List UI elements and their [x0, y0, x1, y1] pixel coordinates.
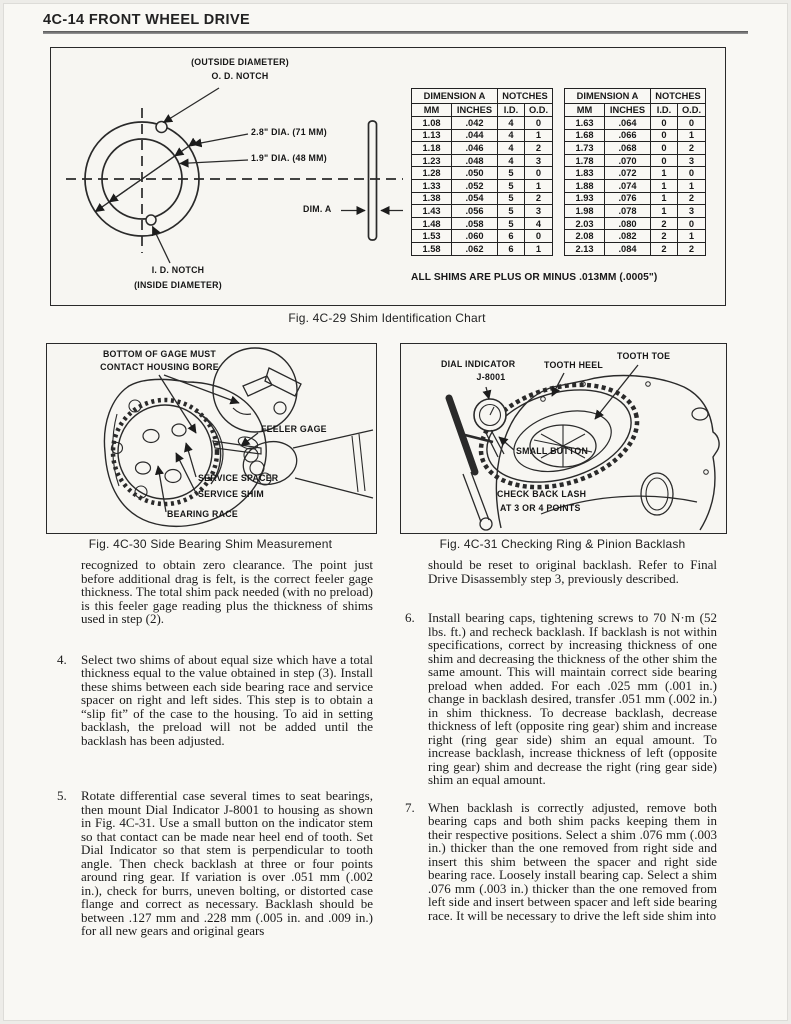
table-row: [412, 179, 553, 192]
table-row: [412, 142, 553, 155]
table-cell: .056: [452, 205, 498, 218]
service-spacer-label: SERVICE SPACER: [198, 473, 279, 483]
table-row: [565, 129, 706, 142]
table-cell: 1: [651, 179, 678, 192]
table-cell: 1.63: [565, 117, 605, 130]
table-cell: 5: [498, 192, 525, 205]
paragraph-text: Install bearing caps, tightening screws to 70 N·m (52 lbs. ft.) and recheck backlash. If backlash is not within specifications, correct by increasing thickness of one shim and decreasing the thickness of the other shim the same amount. This will maintain correct side bearing preload when added. For each .025 mm (.001 in.) change in backlash desired, transfer .051 mm (.002 in.) in shim thickness. To decrease backlash, decrease thickness of left (opposite ring gear) shim and increase right (ring gear side) shim an equal amount. To increase backlash, increase thickness of left (opposite ring gear) shim and decrease the right (ring gear side) shim an equal amount.: [428, 610, 717, 787]
table-cell: 1.18: [412, 142, 452, 155]
table-cell: 1.33: [412, 179, 452, 192]
inner-diameter-dimension: 1.9" DIA. (48 MM): [251, 153, 327, 163]
table-cell: .066: [605, 129, 651, 142]
right-text-column: [405, 558, 717, 922]
step-6: [405, 611, 717, 787]
dial-indicator-label: DIAL INDICATOR: [441, 359, 516, 369]
paragraph-continuation: [405, 558, 717, 585]
table-cell: .070: [605, 154, 651, 167]
table-cell: .048: [452, 154, 498, 167]
table-row: [412, 167, 553, 180]
table-cell: 2: [678, 242, 706, 255]
table-row: [412, 242, 553, 255]
table-cell: 1: [651, 205, 678, 218]
table-cell: 1: [678, 129, 706, 142]
paragraph-text: Rotate differential case several times to seat bearings, then mount Dial Indicator J-8001 to housing as shown in Fig. 4C-31. Use a small button on the indicator stem so that contact can be made near heel end of tooth. Set Dial Indicator so that stem is perpendicular to tooth angle. Then check backlash at three or four points around ring gear. If variation is over .051 mm (.002 in.), check for burrs, uneven bolting, or distorted case flange and correct as necessary. Backlash should be between .127 mm and .228 mm (.005 in. and .009 in.) for all new gears and original gears: [81, 788, 373, 938]
col-id: I.D.: [651, 104, 678, 117]
shim-measurement-drawing: [47, 344, 376, 533]
table-cell: .050: [452, 167, 498, 180]
gage-contact-note-line1: BOTTOM OF GAGE MUST: [102, 349, 217, 359]
gage-contact-note-line2: CONTACT HOUSING BORE: [100, 362, 219, 372]
table-cell: 0: [651, 129, 678, 142]
table-cell: .060: [452, 230, 498, 243]
table-cell: 5: [498, 205, 525, 218]
table-cell: 1: [525, 129, 553, 142]
dim-a-label: DIM. A: [303, 204, 332, 214]
small-button-label: SMALL BUTTON: [516, 446, 589, 456]
col-id: I.D.: [498, 104, 525, 117]
tooth-toe-label: TOOTH TOE: [617, 351, 671, 361]
table-cell: .052: [452, 179, 498, 192]
table-cell: 0: [525, 230, 553, 243]
table-cell: .044: [452, 129, 498, 142]
table-cell: 2.03: [565, 217, 605, 230]
table-cell: 1.83: [565, 167, 605, 180]
table-cell: 2: [678, 142, 706, 155]
col-mm: MM: [412, 104, 452, 117]
table-row: [565, 217, 706, 230]
step-7: [405, 801, 717, 923]
table-cell: 1: [678, 179, 706, 192]
table-cell: 1: [525, 179, 553, 192]
table-cell: 1.28: [412, 167, 452, 180]
paragraph-text: Select two shims of about equal size which have a total thickness equal to the value obtained in step (3). Install these shims between each side bearing race and service spacer on right and left sides. This step is to obtain a “slip fit” of the case to the housing. To aid in setting backlash, the preload will not be added until the backlash has been adjusted.: [81, 651, 373, 748]
figure-4c29-caption: Fig. 4C-29 Shim Identification Chart: [288, 311, 486, 325]
table-cell: 1.73: [565, 142, 605, 155]
table-cell: 4: [525, 217, 553, 230]
table-cell: .078: [605, 205, 651, 218]
notches-header: NOTCHES: [498, 89, 553, 104]
table-cell: 4: [498, 129, 525, 142]
table-cell: 1.53: [412, 230, 452, 243]
table-cell: .084: [605, 242, 651, 255]
outer-diameter-dimension: 2.8" DIA. (71 MM): [251, 127, 327, 137]
table-cell: 1: [678, 230, 706, 243]
notches-header: NOTCHES: [651, 89, 706, 104]
check-backlash-note-line2: AT 3 OR 4 POINTS: [500, 503, 581, 513]
table-cell: .064: [605, 117, 651, 130]
table-row: [565, 230, 706, 243]
id-diameter-label: (INSIDE DIAMETER): [134, 280, 222, 290]
table-cell: 2: [525, 192, 553, 205]
tooth-heel-label: TOOTH HEEL: [544, 360, 604, 370]
table-cell: .068: [605, 142, 651, 155]
table-cell: 5: [498, 179, 525, 192]
col-od: O.D.: [678, 104, 706, 117]
table-row: [565, 167, 706, 180]
dial-indicator-tool-number: J-8001: [476, 372, 506, 382]
table-cell: 0: [651, 154, 678, 167]
bearing-race-label: BEARING RACE: [167, 509, 238, 519]
table-cell: .076: [605, 192, 651, 205]
table-cell: 0: [678, 117, 706, 130]
table-cell: 3: [678, 154, 706, 167]
figure-4c30-box: [46, 343, 377, 534]
table-cell: 2: [525, 142, 553, 155]
table-cell: .082: [605, 230, 651, 243]
figure-4c31-box: [400, 343, 727, 534]
table-cell: .054: [452, 192, 498, 205]
table-cell: .058: [452, 217, 498, 230]
table-row: [412, 205, 553, 218]
col-mm: MM: [565, 104, 605, 117]
table-row: [412, 129, 553, 142]
table-cell: 0: [651, 142, 678, 155]
shim-table-left: [411, 88, 553, 256]
table-cell: 0: [525, 167, 553, 180]
step-number: 6.: [405, 610, 415, 625]
table-cell: 1.88: [565, 179, 605, 192]
dimension-a-header: DIMENSION A: [565, 89, 651, 104]
paragraph-text: When backlash is correctly adjusted, remove both bearing caps and both shim packs keeping them in their respective positions. Select a shim .076 mm (.003 in.) thicker than the one removed from right side and insert this shim between the spacer and right side bearing race. Loosely install bearing cap. Select a shim .076 mm (.003 in.) thicker than the one removed from left side and insert between spacer and left side bearing race. It will be necessary to drive the left side shim into: [428, 799, 717, 923]
table-cell: 1.68: [565, 129, 605, 142]
paragraph-continuation: [57, 558, 373, 626]
table-cell: .042: [452, 117, 498, 130]
table-cell: 2.08: [565, 230, 605, 243]
table-cell: .046: [452, 142, 498, 155]
step-5: [57, 789, 373, 938]
feeler-gage-label: FEELER GAGE: [261, 424, 327, 434]
table-cell: 3: [525, 154, 553, 167]
table-cell: 2: [678, 192, 706, 205]
table-row: [565, 242, 706, 255]
table-cell: 4: [498, 154, 525, 167]
paragraph-text: should be reset to original backlash. Refer to Final Drive Disassembly step 3, previously described.: [428, 557, 717, 586]
table-row: [412, 154, 553, 167]
table-cell: 0: [678, 217, 706, 230]
dimension-a-header: DIMENSION A: [412, 89, 498, 104]
page-title: 4C-14 FRONT WHEEL DRIVE: [43, 12, 251, 28]
table-cell: 1.13: [412, 129, 452, 142]
od-notch-label: O. D. NOTCH: [211, 71, 269, 81]
table-cell: 1.58: [412, 242, 452, 255]
table-cell: 6: [498, 230, 525, 243]
shim-table-right-body: [565, 117, 706, 256]
table-cell: 3: [525, 205, 553, 218]
check-backlash-note-line1: CHECK BACK LASH: [497, 489, 587, 499]
table-cell: .080: [605, 217, 651, 230]
figure-4c29-box: [50, 47, 726, 306]
table-cell: 1.38: [412, 192, 452, 205]
table-row: [565, 192, 706, 205]
table-cell: 1: [651, 167, 678, 180]
table-row: [565, 142, 706, 155]
left-text-column: [57, 558, 373, 938]
paragraph-text: recognized to obtain zero clearance. The point just before additional drag is felt, is the correct feeler gage thickness. The total shim pack needed (with no preload) is this feeler gage reading plus the thickness of shims used in step (2).: [81, 557, 373, 626]
step-number: 7.: [405, 799, 415, 815]
table-cell: 1.43: [412, 205, 452, 218]
table-cell: 1.08: [412, 117, 452, 130]
table-cell: 1.78: [565, 154, 605, 167]
table-cell: 3: [678, 205, 706, 218]
table-row: [412, 217, 553, 230]
table-cell: 1: [651, 192, 678, 205]
od-diameter-label: (OUTSIDE DIAMETER): [191, 57, 289, 67]
table-cell: 1.98: [565, 205, 605, 218]
table-row: [565, 205, 706, 218]
table-cell: .072: [605, 167, 651, 180]
step-4: [57, 653, 373, 748]
table-row: [412, 230, 553, 243]
table-row: [565, 179, 706, 192]
shim-tolerance-note: ALL SHIMS ARE PLUS OR MINUS .013MM (.0005"): [411, 272, 658, 283]
table-row: [412, 192, 553, 205]
step-number: 5.: [57, 788, 67, 803]
step-number: 4.: [57, 651, 67, 667]
table-cell: 1.93: [565, 192, 605, 205]
header-rule: [43, 31, 748, 34]
table-cell: 5: [498, 167, 525, 180]
table-cell: 4: [498, 142, 525, 155]
table-row: [412, 117, 553, 130]
table-cell: 0: [678, 167, 706, 180]
table-cell: 2: [651, 230, 678, 243]
shim-table-left-body: [412, 117, 553, 256]
service-shim-label: SERVICE SHIM: [198, 489, 264, 499]
col-inches: INCHES: [605, 104, 651, 117]
table-cell: 1: [525, 242, 553, 255]
table-cell: 1.48: [412, 217, 452, 230]
table-cell: 6: [498, 242, 525, 255]
id-notch-label: I. D. NOTCH: [151, 265, 205, 275]
table-row: [565, 117, 706, 130]
figure-4c30-caption: Fig. 4C-30 Side Bearing Shim Measurement: [88, 537, 333, 551]
table-row: [565, 154, 706, 167]
table-cell: 4: [498, 117, 525, 130]
table-cell: .062: [452, 242, 498, 255]
figure-4c31-caption: Fig. 4C-31 Checking Ring & Pinion Backlash: [439, 537, 686, 551]
table-cell: 5: [498, 217, 525, 230]
col-inches: INCHES: [452, 104, 498, 117]
col-od: O.D.: [525, 104, 553, 117]
table-cell: 0: [525, 117, 553, 130]
table-cell: 1.23: [412, 154, 452, 167]
table-cell: 0: [651, 117, 678, 130]
shim-table-right: [564, 88, 706, 256]
table-cell: .074: [605, 179, 651, 192]
table-cell: 2: [651, 217, 678, 230]
table-cell: 2: [651, 242, 678, 255]
table-cell: 2.13: [565, 242, 605, 255]
